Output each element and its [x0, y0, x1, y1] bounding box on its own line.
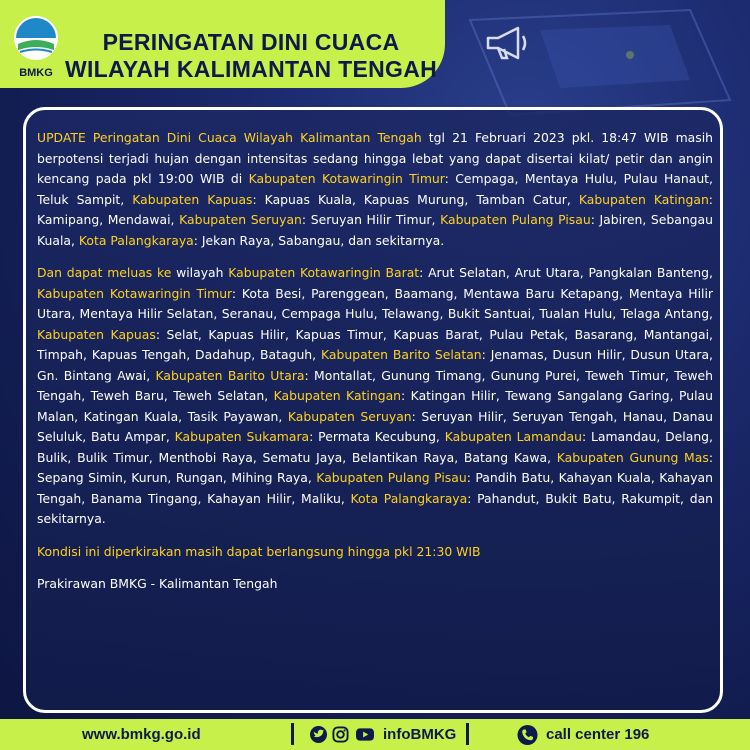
body-text: wilayah [171, 265, 229, 280]
highlight-text: Kabupaten Kotawaringin Timur [37, 285, 232, 301]
body-text: : Cempaga, Mentaya Hulu, Pulau Hanaut, Teluk Sampit, [37, 171, 713, 207]
title-line-1: PERINGATAN DINI CUACA [102, 29, 400, 55]
body-text: : Pahandut, Bukit Batu, Rakumpit, dan sekitarnya. [37, 490, 714, 526]
footer-divider [291, 723, 294, 745]
highlight-text: UPDATE Peringatan Dini Cuaca Wilayah Kalimantan Tengah [37, 130, 422, 145]
instagram-icon[interactable] [332, 726, 349, 743]
body-text: : Kapuas Kuala, Kapuas Murung, Tamban Catur, [252, 191, 579, 207]
body-text: : Pandih Batu, Kahayan Kuala, Kahayan Tengah, Banama Tingang, Kahayan Hilir, Maliku, [37, 470, 713, 506]
highlight-text: Kabupaten Seruyan [179, 212, 302, 227]
body-text: : Jabiren, Sebangau Kuala, [37, 212, 713, 248]
condition-text: Kondisi ini diperkirakan masih dapat berlangsung hingga pkl 21:30 WIB [37, 543, 481, 559]
body-text: : Katingan Hilir, Tewang Sangalang Garing, Pulau Malan, Katingan Kuala, Tasik Payawan, [37, 388, 713, 424]
body-text: : Lamandau, Delang, Bulik, Bulik Timur, Menthobi Raya, Sematu Jaya, Belantikan Raya, Batang Kawa, [37, 429, 713, 465]
body-text: : Sepang Simin, Kurun, Rungan, Mihing Raya, [37, 449, 713, 485]
body-text: : Kota Besi, Parenggean, Baamang, Mentawa Baru Ketapang, Mentaya Hilir Utara, Mentaya Hilir Selatan, Seranau, Cempaga Hulu, Telawang, Bukit Santuai, Tualan Hulu, Telaga Antang, [37, 285, 713, 321]
body-text: : Seruyan Hilir, Seruyan Tengah, Hanau, Danau Seluluk, Batu Ampar, [37, 408, 713, 444]
highlight-text: Kabupaten Barito Selatan [320, 347, 482, 362]
title-line-2: WILAYAH KALIMANTAN TENGAH [64, 56, 438, 82]
highlight-text: Kabupaten Katingan [578, 191, 709, 207]
logo-text: BMKG [19, 67, 53, 78]
highlight-text: Kabupaten Gunung Mas [556, 449, 709, 465]
social-handle[interactable]: infoBMKG [383, 726, 457, 743]
highlight-text: Kabupaten Pulang Pisau [440, 212, 591, 227]
signature: Prakirawan BMKG - Kalimantan Tengah [37, 576, 278, 591]
body-text: : Kamipang, Mendawai, [37, 191, 713, 227]
highlight-text: Kabupaten Lamandau [444, 429, 582, 444]
highlight-text: Kota Palangkaraya [78, 232, 194, 248]
body-text: : Jekan Raya, Sabangau, dan sekitarnya. [193, 232, 445, 248]
website-link[interactable]: www.bmkg.go.id [82, 726, 201, 743]
warning-paragraph-2 [37, 263, 713, 530]
highlight-text: Kabupaten Seruyan [287, 408, 412, 424]
body-text: : Montallat, Gunung Timang, Gunung Purei, Teweh Timur, Teweh Tengah, Teweh Baru, Teweh Selatan, [37, 367, 713, 403]
megaphone-icon [484, 24, 530, 62]
warning-content [37, 128, 713, 607]
highlight-text: Kota Palangkaraya [350, 490, 468, 506]
twitter-icon[interactable] [310, 726, 327, 743]
bmkg-logo [10, 14, 62, 78]
footer-divider [466, 723, 469, 745]
header-banner [0, 0, 445, 88]
highlight-text: Kabupaten Kotawaringin Timur [248, 171, 445, 186]
body-text: : Permata Kecubung, [309, 429, 445, 444]
body-text: : Jenamas, Dusun Hilir, Dusun Utara, Gn. Bintang Awai, [37, 347, 713, 383]
highlight-text: Kabupaten Kapuas [37, 326, 156, 342]
phone-icon [517, 725, 538, 745]
body-text: tgl 21 Februari 2023 pkl. 18:47 WIB masih berpotensi terjadi hujan dengan intensitas sedang hingga lebat yang dapat disertai kilat/ petir dan angin kencang pada pkl 19:00 WIB di [37, 130, 713, 186]
body-text: : Selat, Kapuas Hilir, Kapuas Timur, Kapuas Barat, Pulau Petak, Basarang, Mantangai, Timpah, Kapuas Tengah, Dadahup, Bataguh, [37, 326, 713, 362]
highlight-text: Kabupaten Katingan [273, 388, 402, 403]
highlight-text: Kabupaten Kotawaringin Barat [228, 265, 420, 280]
highlight-text: Kabupaten Kapuas [132, 191, 253, 207]
highlight-text: Kabupaten Sukamara [174, 429, 310, 444]
body-text: : Arut Selatan, Arut Utara, Pangkalan Banteng, [419, 265, 713, 280]
highlight-text: Kabupaten Barito Utara [155, 367, 305, 383]
youtube-icon[interactable] [355, 726, 375, 743]
footer-bar [0, 719, 750, 750]
call-center[interactable]: call center 196 [546, 726, 650, 743]
highlight-text: Kabupaten Pulang Pisau [316, 470, 467, 485]
highlight-text: Dan dapat meluas ke [37, 265, 172, 280]
body-text: : Seruyan Hilir Timur, [301, 212, 441, 227]
warning-paragraph-1 [37, 128, 713, 251]
